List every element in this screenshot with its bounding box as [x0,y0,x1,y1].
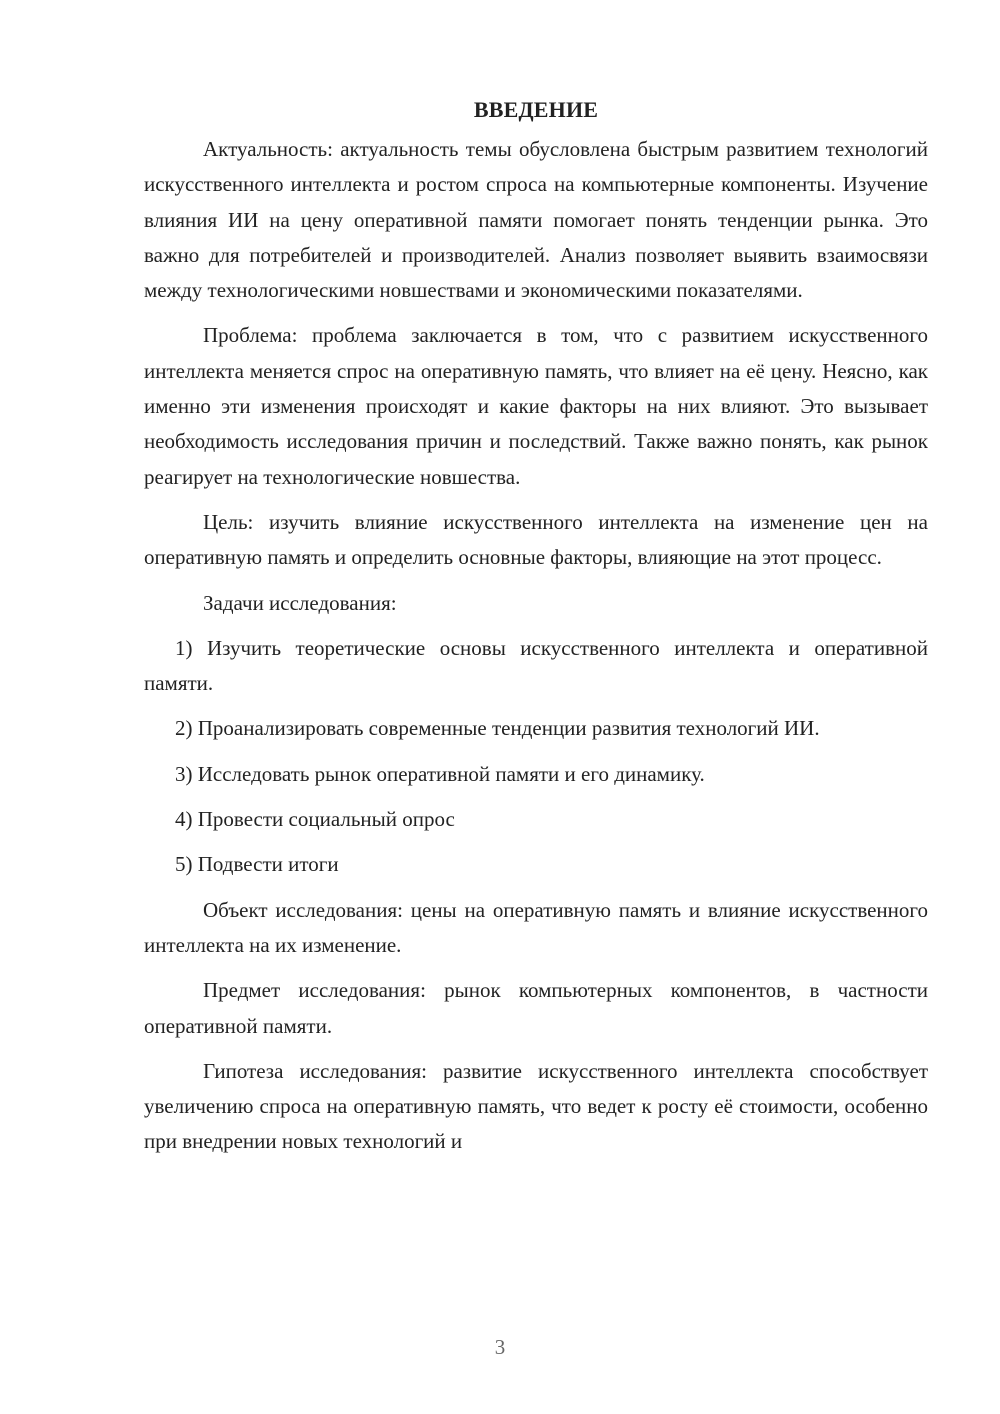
hypothesis-paragraph: Гипотеза исследования: развитие искусственного интеллекта способствует увеличению спроса на оперативную память, что ведет к росту её стоимости, особенно при внедрении новых технологий и [144,1058,928,1154]
goal-paragraph: Цель: изучить влияние искусственного интеллекта на изменение цен на оперативную память и определить основные факторы, влияющие на этот процесс. [144,509,928,570]
document-page [144,92,928,1170]
section-title: ВВЕДЕНИЕ [473,97,599,122]
problem-paragraph: Проблема: проблема заключается в том, что с развитием искусственного интеллекта меняется спрос на оперативную память, что влияет на её цену. Неясно, как именно эти изменения происходят и какие факторы на них влияют. Это вызывает необходимость исследования причин и последствий. Также важно понять, как рынок реагирует на технологические новшества. [144,323,928,489]
task-item-2: 2) Проанализировать современные тенденции развития технологий ИИ. [175,716,820,741]
task-item-1: 1) Изучить теоретические основы искусственного интеллекта и оперативной памяти. [144,635,928,696]
task-item-3: 3) Исследовать рынок оперативной памяти и его динамику. [175,761,705,786]
page-number: 3 [494,1335,506,1359]
task-item-4: 4) Провести социальный опрос [175,807,455,832]
subject-paragraph: Предмет исследования: рынок компьютерных компонентов, в частности оперативной памяти. [144,978,928,1038]
relevance-paragraph: Актуальность: актуальность темы обусловлена быстрым развитием технологий искусственного интеллекта и ростом спроса на компьютерные компоненты. Изучение влияния ИИ на цену оперативной памяти помогает понять тенденции рынка. Это важно для потребителей и производителей. Анализ позволяет выявить взаимосвязи между технологическими новшествами и экономическими показателями. [144,137,928,303]
tasks-heading: Задачи исследования: [203,590,397,615]
task-item-5: 5) Подвести итоги [175,852,339,877]
object-paragraph: Объект исследования: цены на оперативную память и влияние искусственного интеллекта на их изменение. [144,897,928,957]
